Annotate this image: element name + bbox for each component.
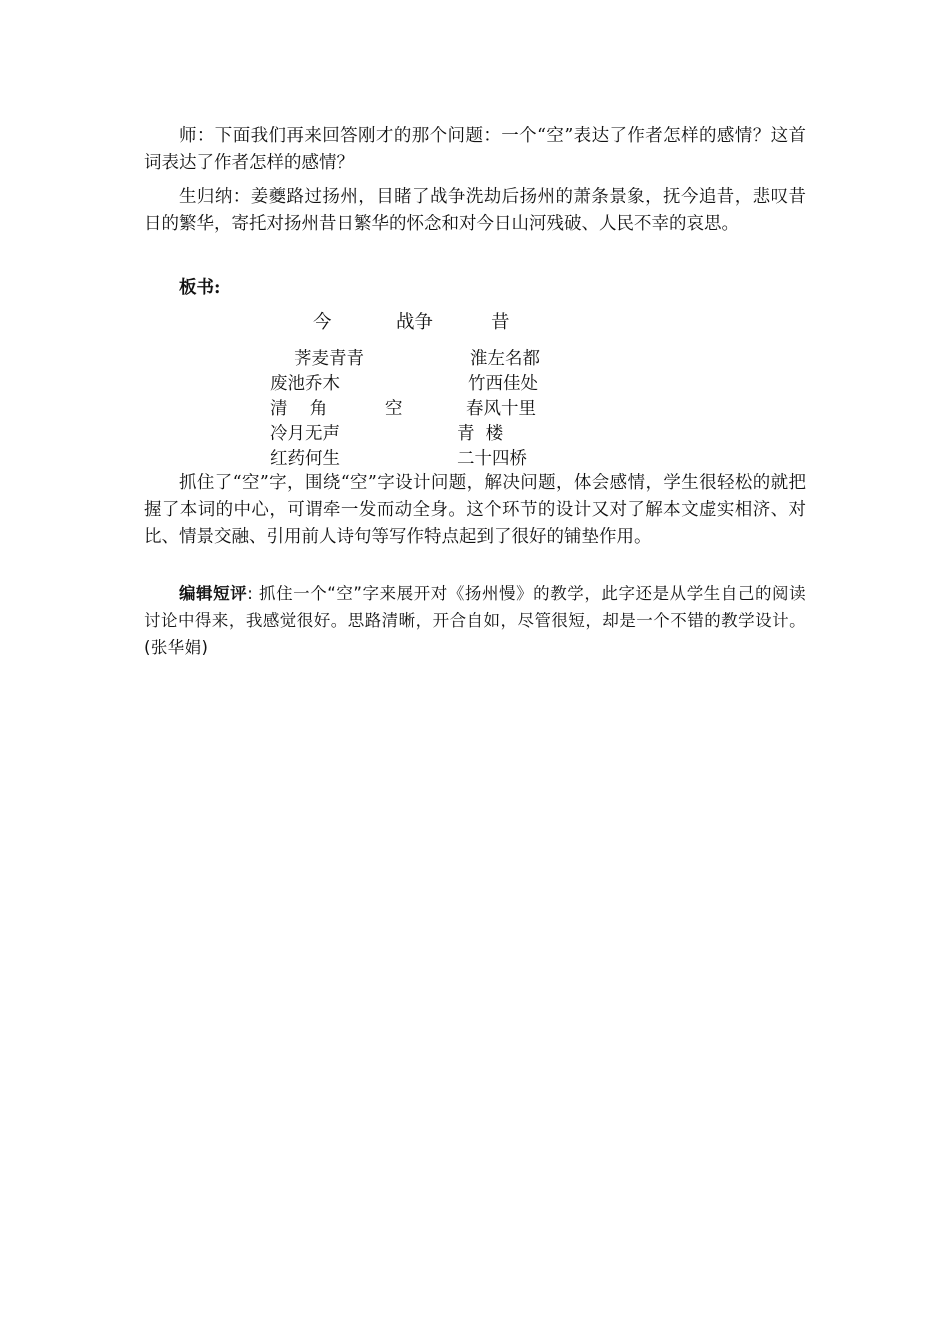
board-left-item: 废池乔木 xyxy=(270,374,340,394)
board-header-past: 昔 xyxy=(491,312,510,333)
board-left-item: 冷月无声 xyxy=(270,424,340,444)
board-right-item: 青 楼 xyxy=(457,424,504,444)
board-header-war: 战争 xyxy=(396,312,434,333)
paragraph-student-summary: 生归纳：姜夔路过扬州，目睹了战争洗劫后扬州的萧条景象，抚今追昔，悲叹昔日的繁华，寄托对扬州昔日繁华的怀念和对今日山河残破、人民不幸的哀思。 xyxy=(144,187,806,234)
board-right-item: 二十四桥 xyxy=(457,449,527,469)
editor-comment-text: : 抓住一个“空”字来展开对《扬州慢》的教学，此字还是从学生自己的阅读讨论中得来，我感觉很好。思路清晰，开合自如，尽管很短，却是一个不错的教学设计。(张华娟) xyxy=(144,584,806,657)
board-title: 板书: xyxy=(179,278,221,298)
board-header-now: 今 xyxy=(313,312,332,333)
board-right-item: 春风十里 xyxy=(466,399,536,419)
editor-comment-label: 编辑短评 xyxy=(179,584,248,603)
board-right-item: 竹西佳处 xyxy=(468,374,538,394)
board-left-item: 清 角 xyxy=(270,399,328,419)
paragraph-analysis: 抓住了“空”字，围绕“空”字设计问题，解决问题，体会感情，学生很轻松的就把握了本词的中心，可谓牵一发而动全身。这个环节的设计又对了解本文虚实相济、对比、情景交融、引用前人诗句等写作特点起到了很好的铺垫作用。 xyxy=(144,473,806,547)
board-left-item: 荠麦青青 xyxy=(294,349,364,369)
board-left-item: 红药何生 xyxy=(270,449,340,469)
board-center-word: 空 xyxy=(385,399,403,419)
board-right-item: 淮左名都 xyxy=(470,349,540,369)
editor-comment xyxy=(144,580,806,661)
paragraph-teacher-question: 师：下面我们再来回答刚才的那个问题：一个“空”表达了作者怎样的感情？这首词表达了作者怎样的感情？ xyxy=(144,126,806,173)
